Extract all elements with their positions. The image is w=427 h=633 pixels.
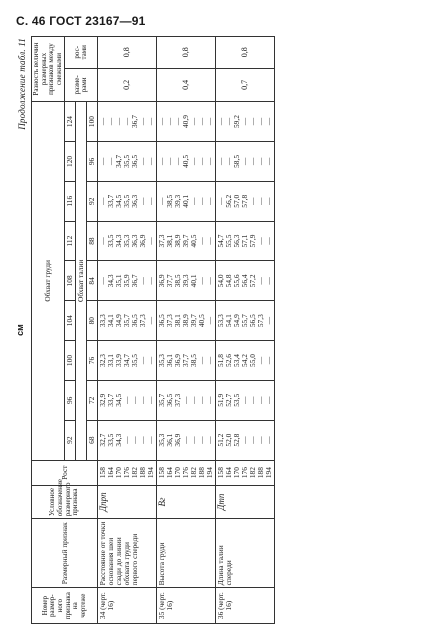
cell-value: 57,8 <box>239 194 249 208</box>
cell-value: 40,5 <box>180 154 190 168</box>
cell-value: — <box>215 157 225 166</box>
rost-value: 182 <box>247 467 257 479</box>
value-cell <box>215 380 274 420</box>
cell-value: 33,7 <box>106 393 116 407</box>
cell-value: — <box>122 436 132 444</box>
cell-value: — <box>247 157 257 166</box>
row-feature-name: Длина талии спереди <box>215 519 274 588</box>
cell-value: — <box>223 157 233 166</box>
cell-value: 53,3 <box>215 314 225 328</box>
cell-value: 39,7 <box>180 234 190 248</box>
cell-value: — <box>146 117 156 126</box>
cell-value: 33,5 <box>106 433 116 447</box>
diff-rost-value: 0,8 <box>215 37 274 69</box>
cell-value: — <box>138 197 148 205</box>
row-number: 35 (черт. 16) <box>157 588 216 624</box>
value-cell <box>98 380 157 420</box>
row-code: Вг <box>157 485 216 519</box>
rost-value: 164 <box>165 467 175 479</box>
rost-value: 194 <box>146 467 156 479</box>
cell-value: — <box>180 436 190 444</box>
cell-value: — <box>188 117 198 126</box>
col-name-header: Размерный признак <box>32 519 98 588</box>
cell-value: — <box>196 356 206 365</box>
cell-value: 36,1 <box>165 433 175 447</box>
rost-value: 182 <box>188 467 198 479</box>
value-cell <box>98 102 157 142</box>
cell-value: 36,9 <box>157 274 167 288</box>
cell-value: — <box>180 396 190 405</box>
cell-value: 36,1 <box>165 354 175 367</box>
cell-value: 35,7 <box>122 314 132 328</box>
cell-value: — <box>173 117 182 126</box>
cell-value: 58,5 <box>231 154 241 168</box>
waist-value: 84 <box>87 261 98 301</box>
cell-value: — <box>98 117 108 126</box>
cell-value: 53,5 <box>231 393 241 407</box>
cell-value: — <box>188 157 198 166</box>
waist-value: 96 <box>87 142 98 182</box>
cell-value: 36,7 <box>130 115 140 129</box>
cell-value: — <box>157 157 167 166</box>
cell-value: — <box>239 436 249 444</box>
chest-value: 100 <box>65 341 76 381</box>
chest-group-header: Обхват груди <box>32 102 65 460</box>
chest-value: 120 <box>65 142 76 182</box>
cell-value: — <box>204 117 214 126</box>
cell-value: 36,5 <box>157 314 167 328</box>
cell-value: 36,9 <box>173 433 182 447</box>
cell-value: — <box>215 117 225 126</box>
rost-value: 164 <box>106 467 116 479</box>
waist-value: 92 <box>87 181 98 221</box>
waist-value: 80 <box>87 301 98 341</box>
cell-value: 37,7 <box>165 274 175 288</box>
cell-value: — <box>204 396 214 405</box>
cell-value: 37,3 <box>138 314 148 328</box>
table-area <box>15 36 419 624</box>
cell-value: 57,9 <box>247 234 257 248</box>
rost-value: 170 <box>231 467 241 479</box>
waist-value: 88 <box>87 221 98 261</box>
cell-value: 52,7 <box>223 393 233 407</box>
cell-value: — <box>165 157 175 166</box>
cell-value: — <box>138 396 148 405</box>
cell-value: — <box>263 436 273 444</box>
cell-value: 33,9 <box>114 354 124 367</box>
rost-value: 188 <box>138 467 148 479</box>
row-rost-list <box>157 460 216 485</box>
cell-value: — <box>196 237 206 245</box>
cell-value: 36,9 <box>138 234 148 248</box>
cell-value: — <box>196 197 206 205</box>
chest-value: 96 <box>65 380 76 420</box>
value-cell <box>215 420 274 460</box>
cell-value: 38,9 <box>180 314 190 328</box>
chest-value: 92 <box>65 420 76 460</box>
cell-value: — <box>204 237 214 245</box>
cell-value: 35,9 <box>122 274 132 288</box>
cell-value: 37,3 <box>165 314 175 328</box>
cell-value: — <box>146 197 156 205</box>
cell-value: 35,3 <box>157 354 167 367</box>
cell-value: — <box>130 436 140 444</box>
value-cell <box>215 142 274 182</box>
cell-value: 36,5 <box>165 393 175 407</box>
cell-value: — <box>204 277 214 285</box>
table-row <box>215 37 274 624</box>
diff-rost-value: 0,8 <box>98 37 157 69</box>
cell-value: — <box>157 117 167 126</box>
value-cell <box>98 301 157 341</box>
cell-value: 33,7 <box>106 194 116 208</box>
cell-value: — <box>138 117 148 126</box>
cell-value: — <box>138 277 148 285</box>
value-cell <box>98 261 157 301</box>
row-rost-list <box>98 460 157 485</box>
cell-value: — <box>165 117 175 126</box>
cell-value: — <box>239 117 249 126</box>
value-cell <box>157 380 216 420</box>
value-cell <box>157 420 216 460</box>
rost-value: 188 <box>255 467 265 479</box>
cell-value: 34,3 <box>106 274 116 288</box>
cell-value: — <box>146 157 156 166</box>
cell-value: 36,5 <box>130 154 140 168</box>
cell-value: 59,2 <box>231 115 241 129</box>
cell-value: 33,1 <box>106 354 116 367</box>
cell-value: — <box>215 197 225 205</box>
value-cell <box>215 221 274 261</box>
cell-value: 56,3 <box>231 234 241 248</box>
cell-value: 32,7 <box>98 433 108 447</box>
cell-value: — <box>247 117 257 126</box>
rost-value: 176 <box>180 467 190 479</box>
cell-value: — <box>196 436 206 444</box>
cell-value: — <box>146 277 156 285</box>
row-feature-name: Расстояние от точки основания шеи сзади до линии обхвата груди первого спереди <box>98 519 157 588</box>
cell-value: 39,3 <box>173 194 182 208</box>
cell-value: — <box>146 356 156 365</box>
cell-value: 36,5 <box>130 314 140 328</box>
cell-value: 35,3 <box>122 234 132 248</box>
cell-value: 33,5 <box>106 234 116 248</box>
rost-value: 176 <box>239 467 249 479</box>
row-number: 36 (черт. 16) <box>215 588 274 624</box>
cell-value: — <box>263 237 273 245</box>
value-cell <box>98 181 157 221</box>
cell-value: 53,4 <box>231 354 241 367</box>
diff-rost-value: 0,8 <box>157 37 216 69</box>
cell-value: — <box>263 157 273 166</box>
cell-value: — <box>263 396 273 405</box>
value-cell <box>98 142 157 182</box>
rost-value: 164 <box>223 467 233 479</box>
cell-value: 33,3 <box>98 314 108 328</box>
row-feature-name: Высота груди <box>157 519 216 588</box>
cell-value: 39,7 <box>188 314 198 328</box>
row-number: 34 (черт. 16) <box>98 588 157 624</box>
value-cell <box>157 142 216 182</box>
cell-value: — <box>138 356 148 365</box>
value-cell <box>98 420 157 460</box>
cell-value: 51,8 <box>215 354 225 367</box>
cell-value: — <box>255 356 265 365</box>
cell-value: 37,3 <box>157 234 167 248</box>
value-cell <box>215 261 274 301</box>
cell-value: 36,9 <box>173 354 182 367</box>
cell-value: — <box>263 277 273 285</box>
cell-value: 37,7 <box>180 354 190 367</box>
cell-value: 54,2 <box>239 354 249 367</box>
chest-value: 116 <box>65 181 76 221</box>
cell-value: 38,9 <box>173 234 182 248</box>
cell-value: — <box>188 396 198 405</box>
rost-value: 170 <box>114 467 124 479</box>
value-cell <box>98 341 157 381</box>
cell-value: 40,5 <box>188 234 198 248</box>
cell-value: — <box>114 117 124 126</box>
cell-value: 34,7 <box>114 154 124 168</box>
cell-value: — <box>247 436 257 444</box>
value-cell <box>157 102 216 142</box>
cell-value: 54,8 <box>223 274 233 288</box>
cell-value: — <box>196 117 206 126</box>
rost-value: 194 <box>263 467 273 479</box>
cell-value: — <box>204 157 214 166</box>
unit-label: см <box>15 324 25 336</box>
cell-value: 38,1 <box>173 314 182 328</box>
cell-value: 40,9 <box>180 115 190 129</box>
cell-value: — <box>188 197 198 205</box>
cell-value: 40,5 <box>196 314 206 328</box>
cell-value: 34,5 <box>114 393 124 407</box>
cell-value: 34,9 <box>114 314 124 328</box>
cell-value: — <box>223 117 233 126</box>
chest-value: 104 <box>65 301 76 341</box>
cell-value: — <box>173 157 182 166</box>
cell-value: 38,5 <box>165 194 175 208</box>
cell-value: 40,1 <box>188 274 198 288</box>
cell-value: — <box>98 157 108 166</box>
cell-value: — <box>146 396 156 405</box>
value-cell <box>215 301 274 341</box>
cell-value: — <box>204 436 214 444</box>
value-cell <box>157 221 216 261</box>
cell-value: — <box>255 436 265 444</box>
cell-value: 52,0 <box>223 433 233 447</box>
cell-value: 34,7 <box>122 354 132 367</box>
cell-value: 38,5 <box>188 354 198 367</box>
cell-value: — <box>239 157 249 166</box>
cell-value: 56,4 <box>239 274 249 288</box>
cell-value: — <box>263 317 273 325</box>
col-num-header: Номер размер-ного признака на чертеже <box>32 588 98 624</box>
cell-value: 57,1 <box>239 234 249 248</box>
rost-value: 188 <box>196 467 206 479</box>
rost-value: 182 <box>130 467 140 479</box>
cell-value: 35,5 <box>122 154 132 168</box>
cell-value: 34,1 <box>106 314 116 328</box>
cell-value: 54,7 <box>215 234 225 248</box>
cell-value: — <box>138 436 148 444</box>
cell-value: 57,3 <box>255 314 265 328</box>
waist-value: 100 <box>87 102 98 142</box>
cell-value: — <box>146 317 156 325</box>
cell-value: 35,7 <box>157 393 167 407</box>
rost-value: 158 <box>98 467 108 479</box>
cell-value: — <box>98 237 108 245</box>
cell-value: — <box>255 117 265 126</box>
row-code: Дтп <box>215 485 274 519</box>
value-cell <box>157 301 216 341</box>
cell-value: — <box>146 436 156 444</box>
cell-value: — <box>196 157 206 166</box>
cell-value: 36,3 <box>130 194 140 208</box>
cell-value: 32,9 <box>98 393 108 407</box>
waist-value: 76 <box>87 341 98 381</box>
cell-value: 52,8 <box>231 433 241 447</box>
cell-value: 56,5 <box>247 314 257 328</box>
cell-value: 54,1 <box>223 314 233 328</box>
cell-value: 54,9 <box>231 314 241 328</box>
chest-value: 124 <box>65 102 76 142</box>
cell-value: 40,1 <box>180 194 190 208</box>
table-body <box>98 37 275 624</box>
cell-value: — <box>106 157 116 166</box>
cell-value: 52,6 <box>223 354 233 367</box>
cell-value: 55,6 <box>231 274 241 288</box>
cell-value: 38,5 <box>173 274 182 288</box>
cell-value: — <box>204 356 214 365</box>
diff-rost-header: рос-тами <box>65 37 98 69</box>
header-row-1 <box>32 37 65 624</box>
chest-value: 108 <box>65 261 76 301</box>
cell-value: 37,3 <box>173 393 182 407</box>
cell-value: — <box>122 396 132 405</box>
cell-value: — <box>204 317 214 325</box>
diff-group-header: Разность величин размерных признаков между смежными <box>32 37 65 102</box>
chest-value: 112 <box>65 221 76 261</box>
cell-value: 34,5 <box>114 194 124 208</box>
cell-value: — <box>255 396 265 405</box>
diff-size-header: разме-рами <box>65 68 98 102</box>
cell-value: 35,5 <box>130 354 140 367</box>
cell-value: 35,3 <box>157 433 167 447</box>
cell-value: 55,5 <box>223 234 233 248</box>
cell-value: — <box>247 396 257 405</box>
cell-value: 51,2 <box>215 433 225 447</box>
value-cell <box>215 341 274 381</box>
cell-value: — <box>138 157 148 166</box>
cell-value: — <box>196 396 206 405</box>
value-cell <box>215 181 274 221</box>
cell-value: 57,0 <box>231 194 241 208</box>
cell-value: 39,3 <box>180 274 190 288</box>
waist-group-header: Обхват талии <box>76 102 87 460</box>
row-rost-list <box>215 460 274 485</box>
cell-value: 36,7 <box>130 274 140 288</box>
value-cell <box>215 102 274 142</box>
cell-value: — <box>157 197 167 205</box>
value-cell <box>157 181 216 221</box>
cell-value: — <box>98 277 108 285</box>
cell-value: 38,1 <box>165 234 175 248</box>
cell-value: — <box>196 277 206 285</box>
rost-value: 158 <box>157 467 167 479</box>
cell-value: 34,3 <box>114 234 124 248</box>
cell-value: — <box>263 197 273 205</box>
cell-value: 55,7 <box>239 314 249 328</box>
diff-size-value: 0,4 <box>157 68 216 102</box>
cell-value: — <box>106 117 116 126</box>
value-cell <box>98 221 157 261</box>
cell-value: 57,2 <box>247 274 257 288</box>
table-row <box>98 37 157 624</box>
cell-value: 36,3 <box>130 234 140 248</box>
rost-value: 158 <box>215 467 225 479</box>
cell-value: — <box>204 197 214 205</box>
page-header: С. 46 ГОСТ 23167—91 <box>16 14 146 28</box>
row-code: Дпрп <box>98 485 157 519</box>
waist-value: 68 <box>87 420 98 460</box>
cell-value: 56,2 <box>223 194 233 208</box>
value-cell <box>157 261 216 301</box>
cell-value: — <box>263 356 273 365</box>
cell-value: — <box>130 396 140 405</box>
cell-value: — <box>255 157 265 166</box>
col-rost-header: Рост <box>32 460 98 485</box>
table-caption: Продолжение табл. 11 <box>17 38 27 130</box>
cell-value: 35,1 <box>114 274 124 288</box>
rotated-table-page <box>15 36 419 624</box>
cell-value: 32,3 <box>98 354 108 367</box>
diff-size-value: 0,7 <box>215 68 274 102</box>
table-row <box>157 37 216 624</box>
cell-value: 34,3 <box>114 433 124 447</box>
cell-value: — <box>255 277 265 285</box>
diff-size-value: 0,2 <box>98 68 157 102</box>
cell-value: — <box>122 117 132 126</box>
cell-value: — <box>98 197 108 205</box>
size-table <box>31 36 275 624</box>
waist-value: 72 <box>87 380 98 420</box>
rost-value: 194 <box>204 467 214 479</box>
cell-value: — <box>188 436 198 444</box>
cell-value: 35,5 <box>122 194 132 208</box>
value-cell <box>157 341 216 381</box>
rost-value: 170 <box>173 467 182 479</box>
cell-value: — <box>146 237 156 245</box>
cell-value: — <box>239 396 249 405</box>
cell-value: 51,9 <box>215 393 225 407</box>
col-code-header: Условное обозначение размерного признака <box>32 485 98 519</box>
cell-value: — <box>247 197 257 205</box>
cell-value: — <box>263 117 273 126</box>
rost-value: 176 <box>122 467 132 479</box>
cell-value: 55,0 <box>247 354 257 367</box>
cell-value: — <box>255 237 265 245</box>
cell-value: 54,0 <box>215 274 225 288</box>
cell-value: — <box>255 197 265 205</box>
